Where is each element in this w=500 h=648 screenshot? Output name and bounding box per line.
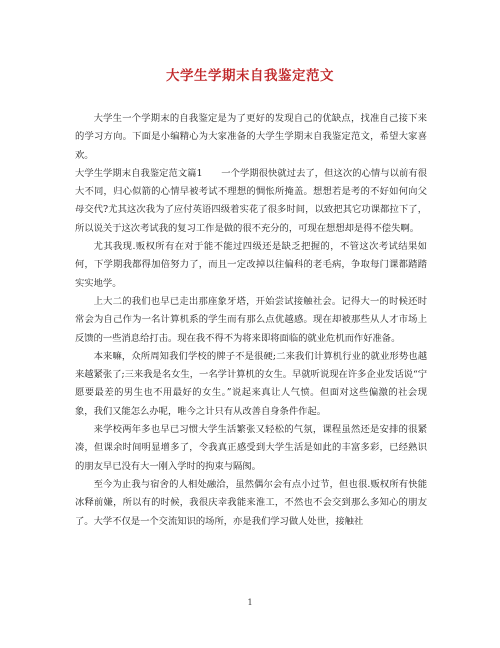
document-body <box>75 110 427 531</box>
page-number: 1 <box>247 598 253 607</box>
paragraph: 本来嘛，众所周知我们学校的牌子不是很硬;二来我们计算机行业的就业形势也越来越紧张了;三来我是名女生，一名学计算机的女生。早就听说现在许多企业发话说“宁愿要最差的男生也不用最好的女生。”说起来真让人气愤。但面对这些偏激的社会现象，我们又能怎么办呢，唯今之计只有从改善自身条件作起。 <box>75 350 427 417</box>
paragraph: 尤其我现.贩权所有在对于能不能过四级还是缺乏把握的，不管这次考试结果如何，下学期我都得加倍努力了，而且一定改掉以往偏科的老毛病，争取每门课都踏踏实实地学。 <box>75 241 427 289</box>
paragraph: 上大二的我们也早已走出那座象牙塔，开始尝试接触社会。记得大一的时候还时常会为自己作为一名计算机系的学生而有那么点优越感。现在却被那些从人才市场上反馈的一些消息给打击。现在我不得不为将来即将面临的就业危机而作好准备。 <box>75 295 427 344</box>
paragraph: 来学校两年多也早已习惯大学生活繁张又轻松的气氛，课程虽然还是安排的很紧凑，但课余时间明显增多了，令我真正感受到大学生活是如此的丰富多彩，已经熟识的朋友早已没有大一刚入学时的拘束与隔阂。 <box>75 424 427 472</box>
paragraph: 大学生一个学期末的自我鉴定是为了更好的发现自己的优缺点，找准自己接下来的学习方向。下面是小编精心为大家准备的大学生学期末自我鉴定范文，希望大家喜欢。 <box>75 113 427 161</box>
paragraph: 至今为止我与宿舍的人相处融洽，虽然偶尔会有点小过节，但也很.贩权所有快能冰释前嫌，所以有的时候，我很庆幸我能来淮工，不然也不会交到那么多知心的朋友了。大学不仅是一个交流知识的场所，亦是我们学习做人处世，接触社 <box>75 478 427 527</box>
document-title: 大学生学期末自我鉴定范文 <box>166 68 334 84</box>
paragraph: 大学生学期末自我鉴定范文篇1 一个学期很快就过去了，但这次的心情与以前有很大不同，归心似箭的心情早被考试不理想的惆怅所掩盖。想想若是考的不好如何向父母交代?尤其这次我为了应付英语四级着实花了很多时间，以致把其它功课都拉下了，所以说关于这次考试我的复习工作是做的很不充分的，可现在想想却是得不偿失啊。 <box>75 167 427 234</box>
